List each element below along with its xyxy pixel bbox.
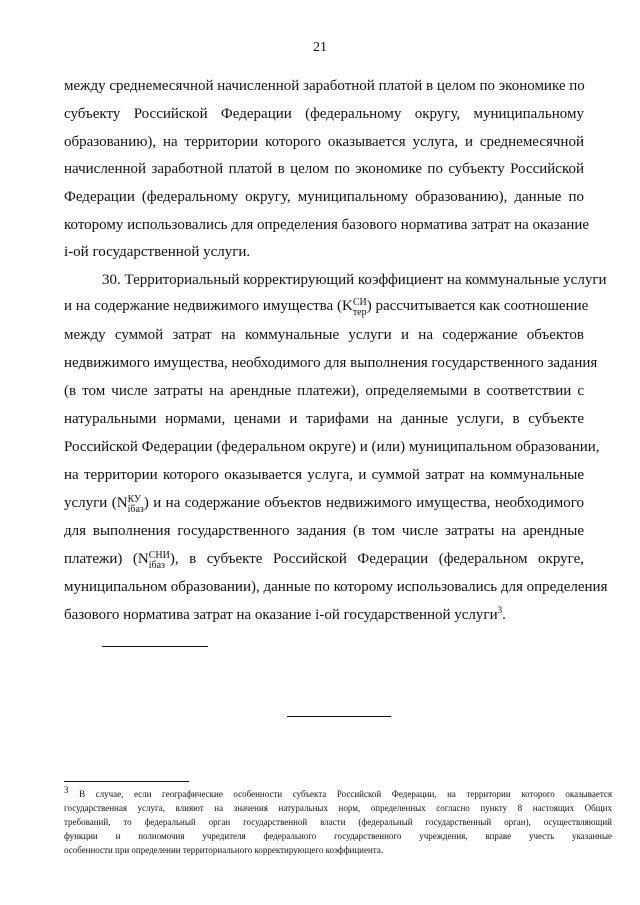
footnote-line: требований, то федеральный орган государственной власти (федеральный государственный орган), осуществляющий	[64, 817, 612, 827]
text-line: 30. Территориальный корректирующий коэффициент на коммунальные услуги	[102, 272, 607, 288]
text-line: между среднемесячной начисленной заработной платой в целом по экономике по	[64, 78, 585, 94]
n-ku-formula: N КУ iбаз	[116, 493, 144, 515]
page-number: 21	[313, 40, 327, 55]
footnote-line: государственная услуга, влияют на значения натуральных норм, определенных согласно пункту 8 настоящих Общих	[64, 803, 612, 813]
n-sni-formula: N СНИ iбаз	[137, 549, 170, 571]
text-line: натуральными нормами, ценами и тарифами на данные услуги, в субъекте	[64, 411, 584, 427]
text-line: между суммой затрат на коммунальные услуги и на содержание объектов	[64, 327, 584, 343]
text-line: i-ой государственной услуги.	[64, 244, 251, 260]
text-line: на территории которого оказывается услуга, и суммой затрат на коммунальные	[64, 467, 584, 483]
footnote-line: $^3$ В случае, если географические особенности субъекта Российской Федерации, на территории которого оказывается	[64, 785, 612, 799]
footnote-separator	[64, 781, 189, 782]
text-line: Российской Федерации (федеральном округе) и (или) муниципальном образовании,	[64, 439, 600, 455]
text-line: начисленной заработной платой в целом по экономике по субъекту Российской	[64, 161, 584, 177]
text-line: субъекту Российской Федерации (федеральному округу, муниципальному	[64, 106, 584, 122]
text-line: Федерации (федеральному округу, муниципальному образованию), данные по	[64, 189, 584, 205]
footnote-mark: 3	[64, 785, 69, 795]
text-line: недвижимого имущества, необходимого для выполнения государственного задания	[64, 355, 598, 371]
footnote-reference[interactable]: 3	[497, 605, 503, 615]
separator-line	[287, 716, 391, 717]
text-line-with-formula: платежи) (N СНИ iбаз ), в субъекте Российской Федерации (федеральном округе,	[64, 549, 584, 571]
text-line: которому использовались для определения базового норматива затрат на оказание	[64, 217, 590, 233]
text-line-with-formula: и на содержание недвижимого имущества (K СИ тер ) рассчитывается как соотношение	[64, 296, 589, 318]
separator-line	[102, 646, 208, 647]
text-line: для выполнения государственного задания (в том числе затраты на арендные	[64, 523, 584, 539]
text-line-with-formula: услуги (N КУ iбаз ) и на содержание объектов недвижимого имущества, необходимого	[64, 493, 584, 515]
text-line: (в том числе затраты на арендные платежи), определяемыми в соответствии с	[64, 383, 584, 399]
footnote-line: особенности при определении территориального корректирующего коэффициента.	[64, 845, 384, 855]
k-ter-formula: K СИ тер	[341, 296, 367, 318]
text-line: муниципальном образовании), данные по которому использовались для определения	[64, 579, 608, 595]
text-line: образованию), на территории которого оказывается услуга, и среднемесячной	[64, 134, 584, 150]
footnote-line: функции и полномочия учредителя федерального государственного учреждения, вправе учесть указанные	[64, 831, 612, 841]
text-line: базового норматива затрат на оказание i-ой государственной услуги$^3$.	[64, 605, 506, 623]
